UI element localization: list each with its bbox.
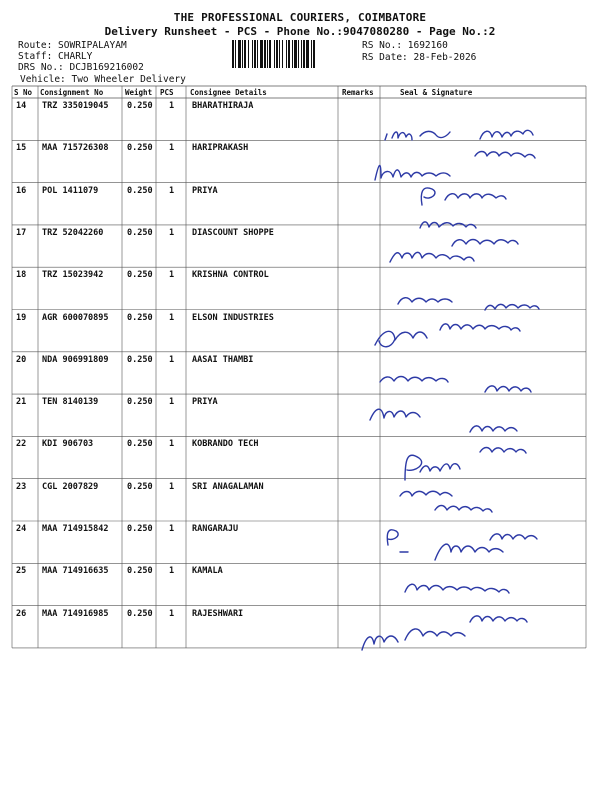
row-pcs: 1 <box>169 227 175 238</box>
row-consignment-number: CGL 2007829 <box>42 481 99 492</box>
row-consignment-number: MAA 714916985 <box>42 608 109 619</box>
row-pcs: 1 <box>169 143 175 154</box>
row-consignment-number: MAA 715726308 <box>42 143 109 154</box>
staff-label: Staff: CHARLY <box>18 51 93 62</box>
row-weight: 0.250 <box>127 270 153 281</box>
drs-label: DRS No.: DCJB169216002 <box>18 62 144 73</box>
company-title: THE PROFESSIONAL COURIERS, COIMBATORE <box>173 11 427 24</box>
row-consignee: SRI ANAGALAMAN <box>192 481 264 492</box>
row-pcs: 1 <box>169 439 175 450</box>
row-consignment-number: POL 1411079 <box>42 185 99 196</box>
row-sno: 16 <box>16 185 27 196</box>
row-sno: 25 <box>16 566 27 577</box>
vehicle-label: Vehicle: Two Wheeler Delivery <box>20 74 186 85</box>
col-header-consignment: Consignment No <box>40 88 104 97</box>
row-weight: 0.250 <box>127 101 153 111</box>
runsheet-subtitle: Delivery Runsheet - PCS - Phone No.:9047080280 - Page No.:2 <box>104 25 496 38</box>
col-header-pcs: PCS <box>160 88 174 97</box>
col-header-consignee: Consignee Details <box>190 88 267 97</box>
rs-date: RS Date: 28-Feb-2026 <box>362 52 477 63</box>
row-consignment-number: MAA 714916635 <box>42 566 109 577</box>
row-weight: 0.250 <box>127 608 153 619</box>
row-sno: 26 <box>16 608 27 619</box>
row-consignment-number: TEN 8140139 <box>42 397 99 408</box>
col-header-seal: Seal & Signature <box>400 88 473 97</box>
row-sno: 20 <box>16 354 27 365</box>
row-consignment-number: TRZ 15023942 <box>42 270 104 281</box>
row-sno: 17 <box>16 227 27 238</box>
row-consignment-number: TRZ 335019045 <box>42 101 109 111</box>
row-consignee: AASAI THAMBI <box>192 354 254 365</box>
row-consignment-number: MAA 714915842 <box>42 524 109 534</box>
row-pcs: 1 <box>169 185 175 196</box>
row-consignee: RAJESHWARI <box>192 608 244 619</box>
row-pcs: 1 <box>169 566 175 577</box>
col-header-sno: S No <box>14 88 33 97</box>
row-weight: 0.250 <box>127 227 153 238</box>
row-consignee: DIASCOUNT SHOPPE <box>192 227 274 238</box>
row-pcs: 1 <box>169 608 175 619</box>
row-pcs: 1 <box>169 524 175 534</box>
route-label: Route: SOWRIPALAYAM <box>18 40 127 51</box>
row-sno: 19 <box>16 312 27 323</box>
col-header-weight: Weight <box>125 88 153 97</box>
row-sno: 14 <box>16 101 27 111</box>
row-consignee: HARIPRAKASH <box>192 143 249 154</box>
rs-number: RS No.: 1692160 <box>362 40 448 51</box>
row-weight: 0.250 <box>127 566 153 577</box>
row-sno: 15 <box>16 143 27 154</box>
row-consignment-number: AGR 600070895 <box>42 312 109 323</box>
row-sno: 22 <box>16 439 27 450</box>
row-pcs: 1 <box>169 397 175 408</box>
row-consignee: KRISHNA CONTROL <box>192 270 269 281</box>
row-sno: 18 <box>16 270 27 281</box>
row-consignee: PRIYA <box>192 185 218 196</box>
row-pcs: 1 <box>169 354 175 365</box>
row-pcs: 1 <box>169 101 175 111</box>
row-consignee: ELSON INDUSTRIES <box>192 312 274 323</box>
row-pcs: 1 <box>169 270 175 281</box>
row-consignee: RANGARAJU <box>192 524 239 534</box>
row-weight: 0.250 <box>127 481 153 492</box>
row-sno: 23 <box>16 481 27 492</box>
row-weight: 0.250 <box>127 312 153 323</box>
row-pcs: 1 <box>169 312 175 323</box>
row-sno: 21 <box>16 397 27 408</box>
col-header-remarks: Remarks <box>342 88 374 97</box>
row-weight: 0.250 <box>127 439 153 450</box>
row-consignment-number: NDA 906991809 <box>42 354 109 365</box>
row-weight: 0.250 <box>127 185 153 196</box>
row-weight: 0.250 <box>127 354 153 365</box>
row-consignee: PRIYA <box>192 397 218 408</box>
row-consignee: KOBRANDO TECH <box>192 439 259 450</box>
row-consignment-number: KDI 906703 <box>42 439 94 450</box>
row-pcs: 1 <box>169 481 175 492</box>
row-consignee: KAMALA <box>192 566 223 577</box>
row-sno: 24 <box>16 524 27 534</box>
row-weight: 0.250 <box>127 143 153 154</box>
row-consignment-number: TRZ 52042260 <box>42 227 104 238</box>
row-weight: 0.250 <box>127 524 153 534</box>
row-consignee: BHARATHIRAJA <box>192 101 254 111</box>
row-weight: 0.250 <box>127 397 153 408</box>
